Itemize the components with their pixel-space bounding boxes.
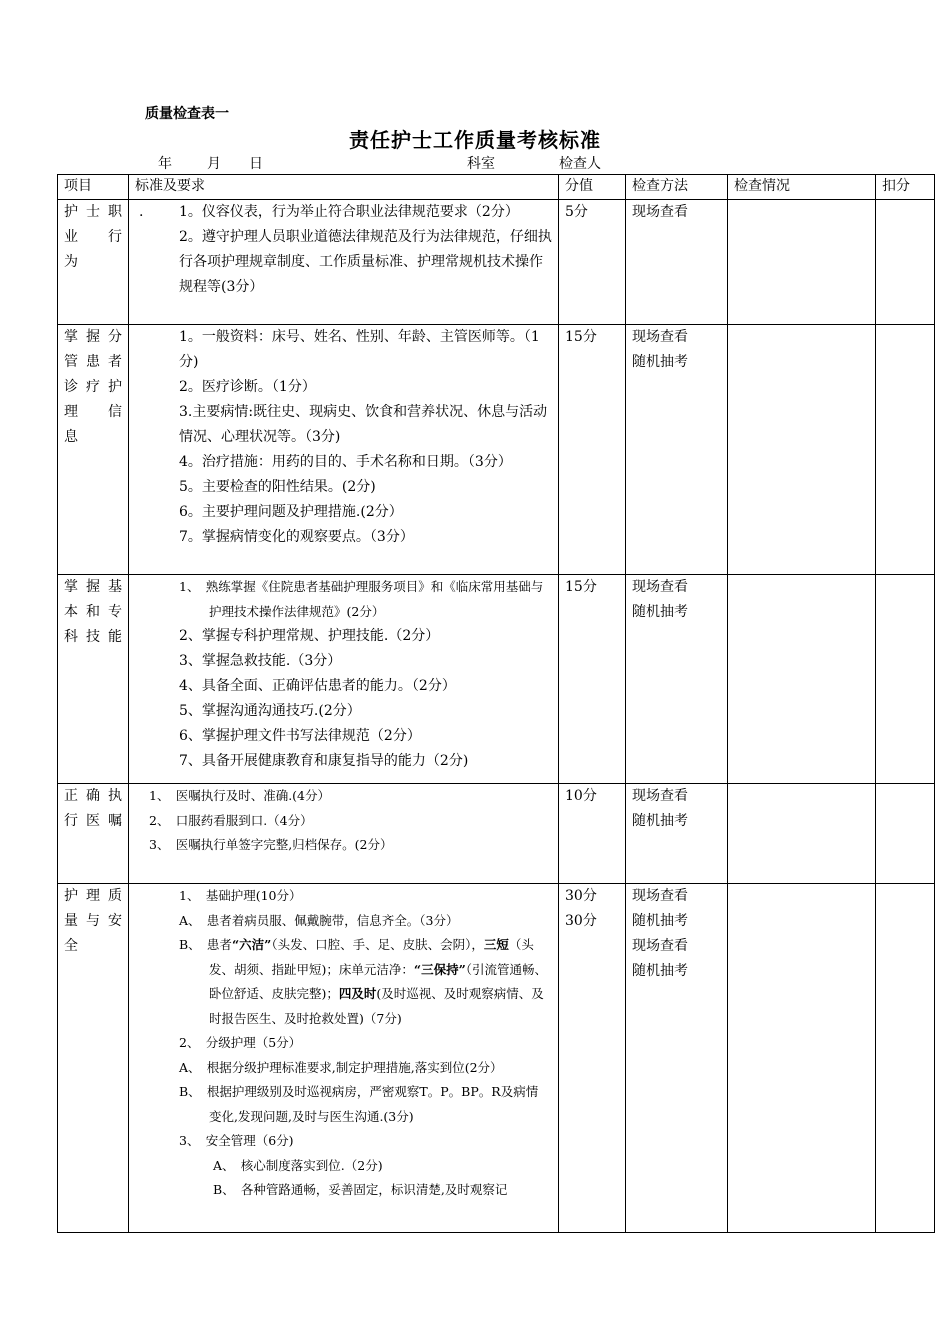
form-number: 质量检查表一 bbox=[145, 106, 229, 122]
result-cell[interactable] bbox=[728, 200, 876, 325]
project-cell: 掌握分 管患者 诊疗护 理 信 息 bbox=[58, 325, 129, 575]
page-title: 责任护士工作质量考核标准 bbox=[349, 128, 601, 152]
six-clean-line: B、 患者“六洁”（头发、口腔、手、足、皮肤、会阴），三短（头发、胡须、指趾甲短)；床单元洁净：“三保持”（引流管通畅、卧位舒适、皮肤完整)；四及时(及时巡视、及时观察病情、及时报告医生、及时抢救处置)（7分) bbox=[179, 937, 548, 1026]
table-row bbox=[58, 884, 935, 1233]
deduction-cell[interactable] bbox=[876, 884, 935, 1233]
project-cell: 护士职 业 行 为 bbox=[58, 200, 129, 325]
table-row bbox=[58, 784, 935, 884]
project-cell: 正确执 行医嘱 bbox=[58, 784, 129, 884]
header-month: 月 bbox=[207, 156, 221, 172]
assessment-table bbox=[57, 174, 935, 1233]
header-day: 日 bbox=[249, 156, 263, 172]
score-cell: 30分 30分 bbox=[559, 884, 626, 1233]
result-cell[interactable] bbox=[728, 884, 876, 1233]
method-cell: 现场查看 随机抽考 bbox=[626, 784, 728, 884]
result-cell[interactable] bbox=[728, 784, 876, 884]
deduction-cell[interactable] bbox=[876, 575, 935, 784]
result-cell[interactable] bbox=[728, 325, 876, 575]
requirement-cell: 1、 医嘱执行及时、准确.(4分） 2、 口服药看服到口.（4分） 3、 医嘱执行单签字完整,归档保存。(2分） bbox=[129, 784, 559, 884]
column-header: 项目 bbox=[58, 175, 129, 200]
project-cell: 掌握基 本和专 科技能 bbox=[58, 575, 129, 784]
method-cell: 现场查看 随机抽考 bbox=[626, 325, 728, 575]
method-cell: 现场查看 随机抽考 bbox=[626, 575, 728, 784]
table-row bbox=[58, 575, 935, 784]
header-year: 年 bbox=[158, 156, 172, 172]
deduction-cell[interactable] bbox=[876, 200, 935, 325]
header-inspector: 检查人 bbox=[559, 156, 601, 172]
table-row bbox=[58, 325, 935, 575]
score-cell: 5分 bbox=[559, 200, 626, 325]
column-header: 标准及要求 bbox=[129, 175, 559, 200]
requirement-cell: . 1。仪容仪表，行为举止符合职业法律规范要求（2分） 2。遵守护理人员职业道德法律规范及行为法律规范，仔细执行各项护理规章制度、工作质量标准、护理常规机技术操作规程等(3分） bbox=[129, 200, 559, 325]
score-cell: 15分 bbox=[559, 325, 626, 575]
requirement-cell: 1。一般资料：床号、姓名、性别、年龄、主管医师等。（1分) 2。医疗诊断。（1分） 3.主要病情:既往史、现病史、饮食和营养状况、休息与活动情况、心理状况等。（3分) 4。治疗措施：用药的目的、手术名称和日期。（3分） 5。主要检查的阳性结果。(2分) 6。主要护理问题及护理措施.(2分） 7。掌握病情变化的观察要点。（3分） bbox=[129, 325, 559, 575]
result-cell[interactable] bbox=[728, 575, 876, 784]
requirement-cell: 1、 基础护理(10分） A、 患者着病员服、佩戴腕带，信息齐全。（3分） B、 患者“六洁”（头发、口腔、手、足、皮肤、会阴），三短（头发、胡须、指趾甲短)；床单元洁净：“三保持”（引流管通畅、卧位舒适、皮肤完整)；四及时(及时巡视、及时观察病情、及时报告医生、及时抢救处置)（7分) 2、 分级护理（5分） A、 根据分级护理标准要求,制定护理措施,落实到位(2分） B、 根据护理级别及时巡视病房，严密观察T。P。BP。R及病情变化,发现问题,及时与医生沟通.(3分) 3、 安全管理（6分) A、 核心制度落实到位.（2分) B、 各种管路通畅，妥善固定，标识清楚,及时观察记 bbox=[129, 884, 559, 1233]
deduction-cell[interactable] bbox=[876, 325, 935, 575]
column-header: 检查方法 bbox=[626, 175, 728, 200]
column-header: 分值 bbox=[559, 175, 626, 200]
table-row bbox=[58, 200, 935, 325]
method-cell: 现场查看 bbox=[626, 200, 728, 325]
header-dept: 科室 bbox=[467, 156, 495, 172]
column-header: 检查情况 bbox=[728, 175, 876, 200]
score-cell: 15分 bbox=[559, 575, 626, 784]
table-header-row bbox=[58, 175, 935, 200]
requirement-cell: 1、 熟练掌握《住院患者基础护理服务项目》和《临床常用基础与护理技术操作法律规范》(2分） 2、掌握专科护理常规、护理技能.（2分） 3、掌握急救技能.（3分） 4、具备全面、正确评估患者的能力。（2分） 5、掌握沟通沟通技巧.(2分） 6、掌握护理文件书写法律规范（2分） 7、具备开展健康教育和康复指导的能力（2分) bbox=[129, 575, 559, 784]
deduction-cell[interactable] bbox=[876, 784, 935, 884]
method-cell: 现场查看 随机抽考 现场查看 随机抽考 bbox=[626, 884, 728, 1233]
score-cell: 10分 bbox=[559, 784, 626, 884]
project-cell: 护理质 量与安 全 bbox=[58, 884, 129, 1233]
column-header: 扣分 bbox=[876, 175, 935, 200]
